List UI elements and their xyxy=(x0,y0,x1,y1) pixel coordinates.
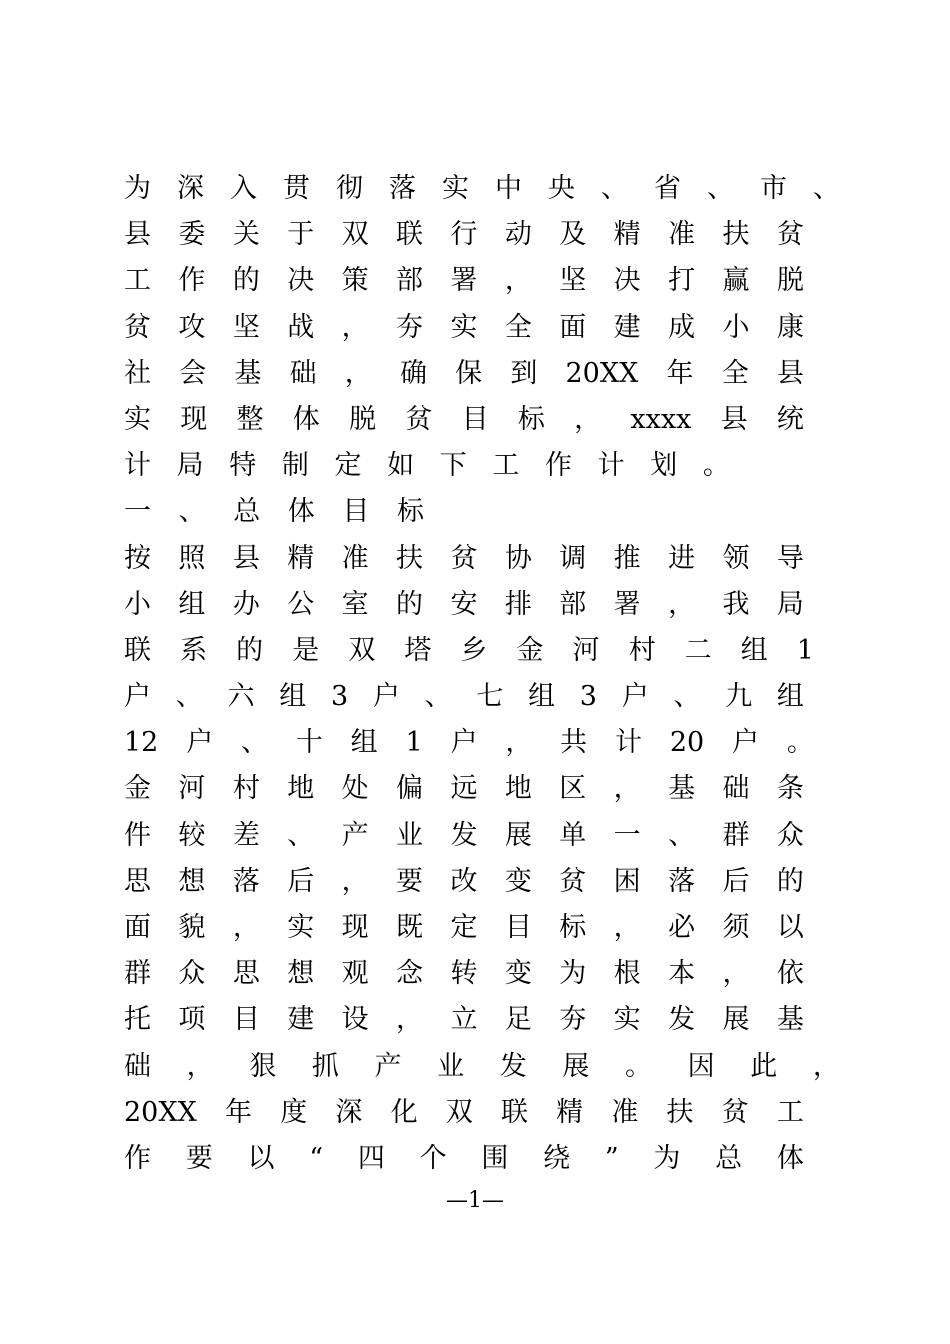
text-token: 金 xyxy=(124,773,151,805)
text-token: 目 xyxy=(342,496,370,528)
text-token: 夯 xyxy=(396,311,424,343)
text-token: 绕 xyxy=(543,1142,571,1174)
text-token: 础 xyxy=(289,357,317,389)
text-token: 差 xyxy=(232,819,260,851)
text-token: 面 xyxy=(559,311,587,343)
text-token: 贫 xyxy=(405,403,433,435)
text-token: 础 xyxy=(124,1050,151,1082)
text-token: 要 xyxy=(185,1142,213,1174)
text-token: 困 xyxy=(613,865,641,897)
text-token: 产 xyxy=(341,819,369,851)
text-token: 联 xyxy=(396,219,424,251)
text-token: 安 xyxy=(450,588,478,620)
text-token: 打 xyxy=(668,265,696,297)
text-token: 省 xyxy=(654,173,681,204)
text-token: 众 xyxy=(776,819,804,851)
text-token: 联 xyxy=(124,634,151,666)
text-token: 动 xyxy=(504,219,532,251)
text-token: xxxx xyxy=(630,403,692,435)
text-line xyxy=(124,674,804,720)
text-token: 县 xyxy=(232,542,260,574)
text-token: 小 xyxy=(722,311,750,343)
text-token: 照 xyxy=(178,542,206,574)
text-token: 户 xyxy=(372,681,400,713)
text-token: 体 xyxy=(292,403,320,435)
text-token: 基 xyxy=(776,1004,804,1036)
text-token: 目 xyxy=(232,1004,260,1036)
text-token: 协 xyxy=(504,542,532,574)
text-token: 地 xyxy=(504,773,532,805)
text-token: 户 xyxy=(124,681,151,713)
text-token: 现 xyxy=(341,912,369,943)
text-token: 扶 xyxy=(722,219,750,251)
text-token: 导 xyxy=(776,542,804,574)
text-token: 扶 xyxy=(396,542,424,574)
text-token: 组 xyxy=(528,681,556,713)
text-token: “ xyxy=(309,1142,324,1174)
text-token: 依 xyxy=(776,958,804,990)
text-token: 精 xyxy=(556,1096,584,1128)
text-token: 组 xyxy=(178,588,206,620)
body-text xyxy=(124,166,864,1182)
text-token: 标 xyxy=(396,496,424,528)
text-token: 双 xyxy=(445,1096,473,1128)
text-token: 村 xyxy=(628,634,656,666)
text-token: 围 xyxy=(481,1142,509,1174)
text-token: 的 xyxy=(776,865,804,897)
text-token: 入 xyxy=(230,173,257,204)
text-token: 年 xyxy=(666,357,694,389)
text-token: 贯 xyxy=(283,173,310,204)
text-line xyxy=(124,1090,804,1136)
text-token: 署 xyxy=(450,265,478,297)
text-token: 战 xyxy=(287,311,315,343)
text-token: 精 xyxy=(613,219,641,251)
text-token: 统 xyxy=(776,403,804,435)
text-token: 组 xyxy=(279,681,307,713)
text-token: 转 xyxy=(450,958,478,990)
text-token: 扶 xyxy=(666,1096,694,1128)
text-token: ， xyxy=(812,1050,840,1082)
text-token: 作 xyxy=(545,450,572,482)
text-token: 中 xyxy=(495,173,522,204)
text-token: 七 xyxy=(476,681,504,713)
text-token: 公 xyxy=(287,588,315,620)
page-number: —1— xyxy=(446,1188,504,1213)
text-token: 实 xyxy=(287,912,315,943)
text-line xyxy=(124,859,804,905)
text-token: 足 xyxy=(504,1004,532,1036)
text-token: 1 xyxy=(796,634,814,666)
text-token: 确 xyxy=(399,357,427,389)
text-token: 标 xyxy=(517,403,545,435)
text-token: 坚 xyxy=(559,265,587,297)
text-token: 、 xyxy=(241,727,269,759)
text-token: 整 xyxy=(236,403,264,435)
text-token: 、 xyxy=(707,173,734,204)
text-token: 精 xyxy=(287,542,315,574)
text-token: 目 xyxy=(461,403,489,435)
text-token: 十 xyxy=(295,727,323,759)
text-token: ” xyxy=(604,1142,619,1174)
text-token: 目 xyxy=(504,912,532,943)
text-token: 个 xyxy=(419,1142,447,1174)
text-token: 展 xyxy=(562,1050,590,1082)
text-token: 贫 xyxy=(721,1096,749,1128)
text-line xyxy=(124,397,804,443)
text-token: 准 xyxy=(341,542,369,574)
text-token: 小 xyxy=(124,588,151,620)
text-token: 推 xyxy=(613,542,641,574)
text-line xyxy=(124,813,804,859)
text-token: 条 xyxy=(776,773,804,805)
text-token: 群 xyxy=(722,819,750,851)
text-token: 局 xyxy=(776,588,804,620)
text-token: 为 xyxy=(653,1142,681,1174)
text-token: 落 xyxy=(232,865,260,897)
text-token: 标 xyxy=(559,912,587,943)
text-token: ， xyxy=(613,912,641,943)
text-token: ， xyxy=(341,311,369,343)
text-line xyxy=(124,351,804,397)
text-token: 貌 xyxy=(178,912,206,943)
text-token: 制 xyxy=(281,450,309,482)
text-token: 署 xyxy=(613,588,641,620)
text-line xyxy=(124,951,804,997)
text-token: 局 xyxy=(176,450,204,482)
text-token: 要 xyxy=(396,865,424,897)
text-token: 变 xyxy=(504,958,532,990)
text-token: 进 xyxy=(668,542,696,574)
text-token: 以 xyxy=(776,912,804,943)
text-token: 狠 xyxy=(249,1050,277,1082)
text-token: 20XX xyxy=(565,357,639,389)
text-token: 策 xyxy=(341,265,369,297)
text-token: 保 xyxy=(455,357,483,389)
text-token: 贫 xyxy=(124,311,151,343)
text-token: 划 xyxy=(650,450,678,482)
text-token: 业 xyxy=(437,1050,465,1082)
text-token: 我 xyxy=(722,588,750,620)
text-token: 决 xyxy=(613,265,641,297)
text-token: 共 xyxy=(560,727,588,759)
text-token: ， xyxy=(344,357,372,389)
text-token: ， xyxy=(505,727,533,759)
text-token: 体 xyxy=(287,496,315,528)
text-token: 九 xyxy=(725,681,753,713)
text-token: 区 xyxy=(559,773,587,805)
text-token: 思 xyxy=(232,958,260,990)
text-token: 实 xyxy=(124,403,151,435)
text-token: 建 xyxy=(613,311,641,343)
text-token: 实 xyxy=(613,1004,641,1036)
text-token: 调 xyxy=(559,542,587,574)
text-token: 定 xyxy=(450,912,478,943)
text-token: 行 xyxy=(450,219,478,251)
text-token: 一 xyxy=(613,819,641,851)
text-token: 因 xyxy=(687,1050,715,1082)
text-token: 贫 xyxy=(450,542,478,574)
text-token: ， xyxy=(186,1050,214,1082)
text-line xyxy=(124,536,804,582)
text-token: ， xyxy=(668,588,696,620)
text-token: 工 xyxy=(124,265,151,297)
text-token: 于 xyxy=(287,219,315,251)
text-token: 市 xyxy=(760,173,787,204)
text-token: 度 xyxy=(280,1096,308,1128)
text-token: 的 xyxy=(232,265,260,297)
text-token: 群 xyxy=(124,958,151,990)
text-token: 、 xyxy=(287,819,315,851)
text-token: 。 xyxy=(786,727,814,759)
text-token: 联 xyxy=(500,1096,528,1128)
text-token: 深 xyxy=(335,1096,363,1128)
text-token: 必 xyxy=(668,912,696,943)
text-token: 作 xyxy=(178,265,206,297)
text-token: 计 xyxy=(615,727,642,759)
text-token: 20 xyxy=(669,727,705,759)
text-token: 乡 xyxy=(460,634,488,666)
text-token: 20XX xyxy=(124,1096,197,1128)
text-token: 深 xyxy=(177,173,204,204)
text-token: 地 xyxy=(287,773,315,805)
text-token: 改 xyxy=(450,865,478,897)
text-token: 3 xyxy=(579,681,597,713)
text-token: 根 xyxy=(613,958,641,990)
text-token: 计 xyxy=(597,450,625,482)
text-token: 展 xyxy=(504,819,532,851)
text-token: 会 xyxy=(179,357,207,389)
text-token: 础 xyxy=(722,773,750,805)
text-token: 定 xyxy=(334,450,362,482)
text-token: 室 xyxy=(341,588,369,620)
text-token: ， xyxy=(722,958,750,990)
text-token: 的 xyxy=(236,634,264,666)
text-token: 发 xyxy=(499,1050,527,1082)
text-token: 坚 xyxy=(232,311,260,343)
text-token: 户 xyxy=(186,727,214,759)
text-token: 思 xyxy=(124,865,151,897)
text-token: 此 xyxy=(750,1050,778,1082)
text-token: 基 xyxy=(668,773,696,805)
text-token: 以 xyxy=(247,1142,275,1174)
text-token: 产 xyxy=(374,1050,402,1082)
text-token: 塔 xyxy=(404,634,432,666)
text-token: 变 xyxy=(504,865,532,897)
text-token: 组 xyxy=(350,727,378,759)
text-token: 实 xyxy=(450,311,478,343)
text-token: 想 xyxy=(178,865,206,897)
text-token: 工 xyxy=(776,1096,804,1128)
text-token: 到 xyxy=(510,357,538,389)
text-token: 、 xyxy=(178,496,206,528)
text-token: 河 xyxy=(572,634,600,666)
text-token: 村 xyxy=(232,773,260,805)
text-token: 河 xyxy=(178,773,206,805)
text-token: 及 xyxy=(559,219,587,251)
text-token: 总 xyxy=(233,496,261,528)
text-token: 立 xyxy=(450,1004,478,1036)
text-token: 基 xyxy=(234,357,262,389)
text-token: 关 xyxy=(232,219,260,251)
text-token: 单 xyxy=(559,819,587,851)
text-line xyxy=(124,1136,804,1182)
text-line xyxy=(124,1044,840,1090)
text-token: 系 xyxy=(180,634,208,666)
text-token: 抓 xyxy=(311,1050,339,1082)
text-token: 想 xyxy=(287,958,315,990)
text-token: 双 xyxy=(341,219,369,251)
text-token: 准 xyxy=(668,219,696,251)
text-token: 组 xyxy=(740,634,768,666)
text-line xyxy=(124,582,804,628)
text-token: 委 xyxy=(178,219,206,251)
text-token: 体 xyxy=(776,1142,804,1174)
text-token: 后 xyxy=(722,865,750,897)
text-token: 建 xyxy=(287,1004,315,1036)
text-token: 众 xyxy=(178,958,206,990)
text-token: 观 xyxy=(341,958,369,990)
text-token: 、 xyxy=(424,681,452,713)
text-token: 面 xyxy=(124,912,151,943)
text-token: 的 xyxy=(396,588,424,620)
text-token: 领 xyxy=(722,542,750,574)
text-token: 一 xyxy=(124,496,151,528)
text-token: 成 xyxy=(668,311,696,343)
text-line xyxy=(124,905,804,951)
text-token: 夯 xyxy=(559,1004,587,1036)
text-token: 是 xyxy=(292,634,320,666)
text-token: 落 xyxy=(389,173,416,204)
text-token: 处 xyxy=(341,773,369,805)
text-token: 脱 xyxy=(776,265,804,297)
text-token: 项 xyxy=(178,1004,206,1036)
text-token: 托 xyxy=(124,1004,151,1036)
text-token: 六 xyxy=(227,681,255,713)
text-token: ， xyxy=(396,1004,424,1036)
text-line xyxy=(124,305,804,351)
text-token: 远 xyxy=(450,773,478,805)
text-token: 本 xyxy=(668,958,696,990)
text-token: 作 xyxy=(124,1142,151,1174)
text-token: 全 xyxy=(721,357,749,389)
text-token: 部 xyxy=(559,588,587,620)
text-line xyxy=(124,212,804,258)
text-token: 组 xyxy=(776,681,804,713)
text-token: ， xyxy=(613,773,641,805)
text-token: 、 xyxy=(668,819,696,851)
text-token: 、 xyxy=(175,681,203,713)
text-token: ， xyxy=(232,912,260,943)
text-token: 康 xyxy=(776,311,804,343)
text-token: 决 xyxy=(287,265,315,297)
text-token: 较 xyxy=(178,819,206,851)
text-line xyxy=(124,166,840,212)
text-token: 县 xyxy=(124,219,151,251)
text-token: 贫 xyxy=(559,865,587,897)
text-token: 后 xyxy=(287,865,315,897)
text-line xyxy=(124,766,804,812)
text-token: 特 xyxy=(229,450,257,482)
text-token: 实 xyxy=(442,173,469,204)
text-token: 业 xyxy=(396,819,424,851)
text-line xyxy=(124,628,814,674)
text-token: 为 xyxy=(124,173,151,204)
text-token: 、 xyxy=(813,173,840,204)
text-token: 现 xyxy=(180,403,208,435)
text-token: 户 xyxy=(732,727,760,759)
text-token: 1 xyxy=(405,727,423,759)
text-token: 念 xyxy=(396,958,424,990)
text-token: 、 xyxy=(673,681,701,713)
text-token: 二 xyxy=(684,634,712,666)
text-token: 落 xyxy=(668,865,696,897)
text-line xyxy=(124,258,804,304)
text-token: 脱 xyxy=(349,403,377,435)
text-token: 县 xyxy=(720,403,748,435)
text-token: 排 xyxy=(504,588,532,620)
text-token: 、 xyxy=(601,173,628,204)
text-token: 县 xyxy=(776,357,804,389)
text-token: 双 xyxy=(348,634,376,666)
text-token: 展 xyxy=(722,1004,750,1036)
text-token: 央 xyxy=(548,173,575,204)
text-token: 偏 xyxy=(396,773,424,805)
text-token: ， xyxy=(341,865,369,897)
text-token: 社 xyxy=(124,357,151,389)
text-token: 全 xyxy=(504,311,532,343)
text-token: 化 xyxy=(390,1096,418,1128)
text-token: 件 xyxy=(124,819,151,851)
text-token: 如 xyxy=(387,450,415,482)
text-token: 彻 xyxy=(336,173,363,204)
text-token: 发 xyxy=(450,819,478,851)
text-token: 按 xyxy=(124,542,151,574)
text-token: 户 xyxy=(450,727,478,759)
text-line xyxy=(124,720,814,766)
text-token: 部 xyxy=(396,265,424,297)
text-token: ， xyxy=(574,403,602,435)
text-token: 。 xyxy=(702,450,730,482)
text-token: 总 xyxy=(715,1142,743,1174)
text-token: 为 xyxy=(559,958,587,990)
text-token: 攻 xyxy=(178,311,206,343)
text-token: 3 xyxy=(330,681,349,713)
text-token: 年 xyxy=(225,1096,252,1128)
text-token: 赢 xyxy=(722,265,750,297)
text-line xyxy=(124,489,424,535)
text-token: 户 xyxy=(621,681,649,713)
text-token: 办 xyxy=(232,588,260,620)
text-token: 四 xyxy=(357,1142,385,1174)
text-token: ， xyxy=(504,265,532,297)
text-line xyxy=(124,443,730,489)
text-token: 须 xyxy=(722,912,750,943)
text-token: 贫 xyxy=(776,219,804,251)
text-token: 12 xyxy=(124,727,159,759)
text-token: 下 xyxy=(439,450,467,482)
text-token: 发 xyxy=(668,1004,696,1036)
text-token: 既 xyxy=(396,912,424,943)
text-token: 。 xyxy=(625,1050,652,1082)
text-line xyxy=(124,997,804,1043)
text-token: 金 xyxy=(516,634,544,666)
text-token: 工 xyxy=(492,450,520,482)
text-token: 准 xyxy=(611,1096,639,1128)
text-token: 计 xyxy=(124,450,151,482)
text-token: 设 xyxy=(341,1004,369,1036)
